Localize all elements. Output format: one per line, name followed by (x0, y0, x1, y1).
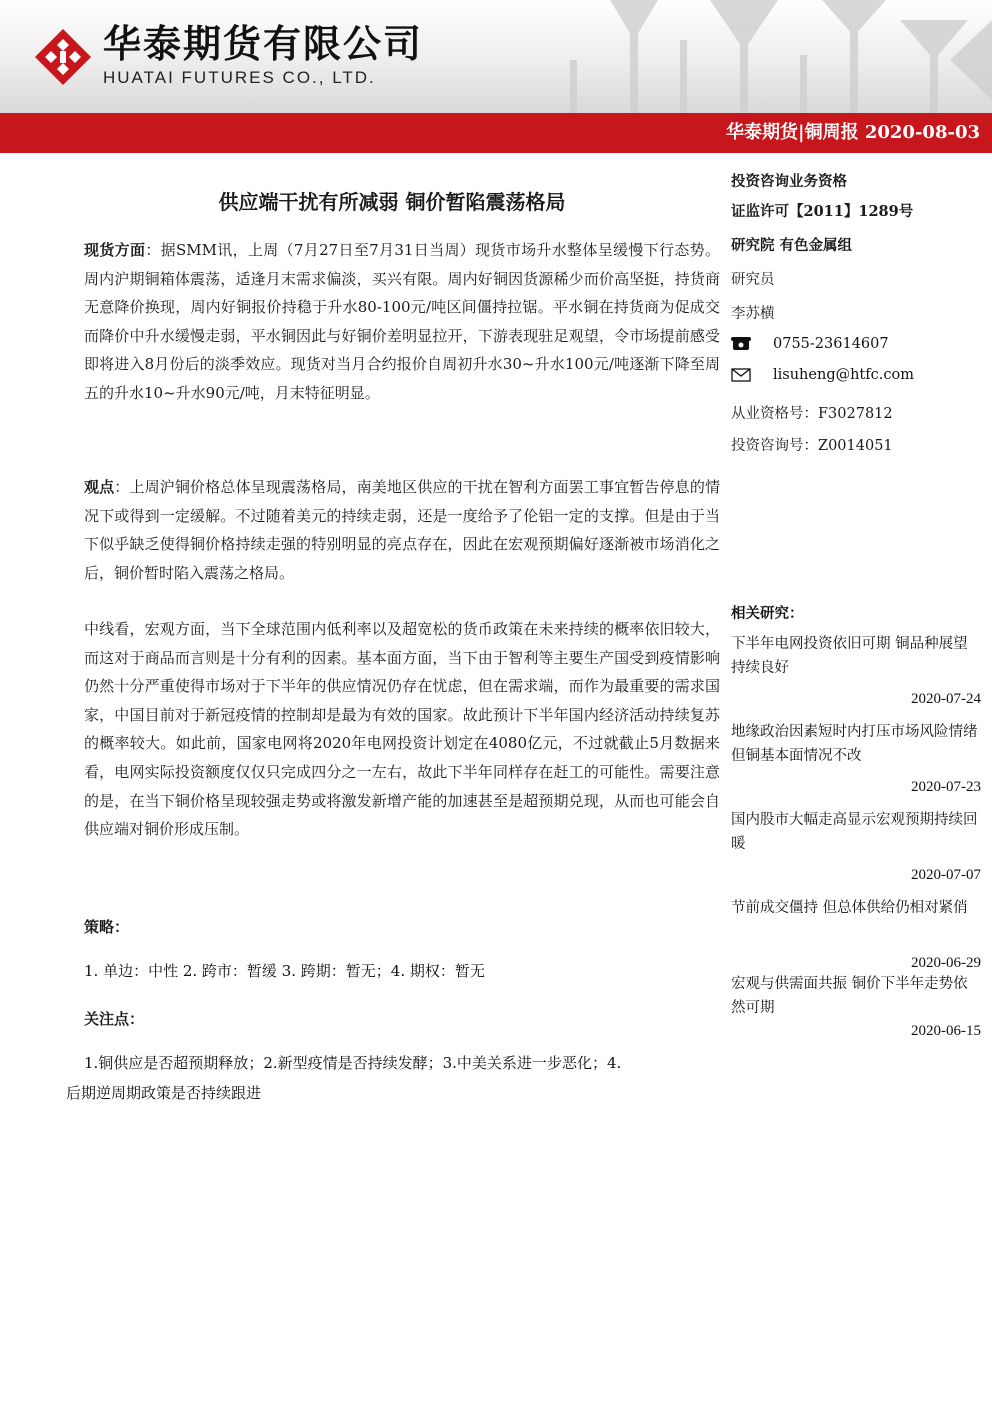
focus-text-line1: 1.铜供应是否超预期释放；2.新型疫情是否持续发酵；3.中美关系进一步恶化；4. (84, 1054, 622, 1072)
related-item-title[interactable]: 宏观与供需面共振 铜价下半年走势依然可期 (731, 976, 968, 1016)
certification-number: 从业资格号：F3027812 (731, 406, 893, 422)
focus-heading: 关注点： (84, 1010, 145, 1028)
view-text: ：上周沪铜价格总体呈现震荡格局，南美地区供应的干扰在智利方面罢工事宜暂告停息的情况下或得到一定缓解。不过随着美元的持续走弱，还是一度给予了伦铝一定的支撑。但是由于当下似乎缺乏使得铜价格持续走强的特别明显的亮点存在，因此在宏观预期偏好逐渐被市场消化之后，铜价暂时陷入震荡之格局。 (84, 478, 720, 582)
phone-number: 0755-23614607 (773, 336, 889, 352)
related-item-date: 2020-07-07 (911, 867, 981, 883)
related-item-date: 2020-07-23 (911, 779, 981, 795)
spot-label: 现货方面 (84, 241, 146, 259)
related-item-title[interactable]: 地缘政治因素短时内打压市场风险情绪 但铜基本面情况不改 (731, 724, 978, 764)
envelope-icon (731, 367, 751, 383)
report-line: 华泰期货|铜周报 2020-08-03 (726, 122, 980, 143)
strategy-heading: 策略： (84, 918, 130, 936)
huatai-logo-icon (33, 27, 93, 87)
report-title: 供应端干扰有所减弱 铜价暂陷震荡格局 (218, 190, 566, 214)
report-banner (0, 113, 992, 153)
related-item-title[interactable]: 国内股市大幅走高显示宏观预期持续回暖 (731, 812, 978, 852)
advisory-number: 投资咨询号：Z0014051 (731, 438, 893, 454)
analyst-role: 研究员 (731, 272, 775, 288)
department: 研究院 有色金属组 (731, 237, 853, 254)
related-item-title[interactable]: 节前成交僵持 但总体供给仍相对紧俏 (731, 900, 968, 916)
analyst-name: 李苏横 (731, 306, 775, 322)
view-label: 观点 (84, 478, 115, 496)
decorative-pillars-graphic (560, 0, 992, 113)
license-number: 证监许可【2011】1289号 (731, 203, 914, 220)
company-name-en: HUATAI FUTURES CO., LTD. (103, 68, 376, 87)
related-item-date: 2020-07-24 (911, 691, 981, 707)
related-research-title: 相关研究： (731, 605, 804, 622)
phone-icon (731, 336, 751, 352)
email-address[interactable]: lisuheng@htfc.com (773, 367, 914, 383)
spot-text: ：据SMM讯，上周（7月27日至7月31日当周）现货市场升水整体呈缓慢下行态势。周内沪期铜箱体震荡，适逢月末需求偏淡，买兴有限。周内好铜因货源稀少而价高坚挺，持货商无意降价换现，周内好铜报价持稳于升水80-100元/吨区间僵持拉锯。平水铜在持货商为促成交而降价中升水缓慢走弱，平水铜因此与好铜价差明显拉开，下游表现驻足观望，令市场提前感受即将进入8月份后的淡季效应。现货对当月合约报价自周初升水30~升水100元/吨逐渐下降至周五的升水10~升水90元/吨，月末特征明显。 (84, 241, 720, 402)
email-row (731, 367, 914, 383)
related-item-title[interactable]: 下半年电网投资依旧可期 铜品种展望持续良好 (731, 636, 968, 676)
view-paragraph (84, 473, 720, 587)
qualification-label: 投资咨询业务资格 (731, 173, 847, 190)
related-item-date: 2020-06-15 (911, 1023, 981, 1039)
related-item-date: 2020-06-29 (911, 955, 981, 971)
mid-term-paragraph: 中线看，宏观方面，当下全球范围内低利率以及超宽松的货币政策在未来持续的概率依旧较大，而这对于商品而言则是十分有利的因素。基本面方面，当下由于智利等主要生产国受到疫情影响仍然十分严重使得市场对于下半年的供应情况仍存在忧虑，但在需求端，而作为最重要的需求国家，中国目前对于新冠疫情的控制却是最为有效的国家。故此预计下半年国内经济活动持续复苏的概率较大。如此前，国家电网将2020年电网投资计划定在4080亿元，不过就截止5月数据来看，电网实际投资额度仅仅只完成四分之一左右，故此下半年同样存在赶工的可能性。需要注意的是，在当下铜价格呈现较强走势或将激发新增产能的加速甚至是超预期兑现，从而也可能会自供应端对铜价形成压制。 (84, 620, 720, 839)
phone-row (731, 336, 889, 352)
company-name-cn: 华泰期货有限公司 (103, 22, 424, 66)
report-header (0, 0, 992, 113)
spot-paragraph (84, 236, 720, 408)
strategy-text: 1. 单边：中性 2. 跨市：暂缓 3. 跨期：暂无；4. 期权：暂无 (84, 962, 485, 980)
focus-text-line2: 后期逆周期政策是否持续跟进 (66, 1084, 262, 1102)
